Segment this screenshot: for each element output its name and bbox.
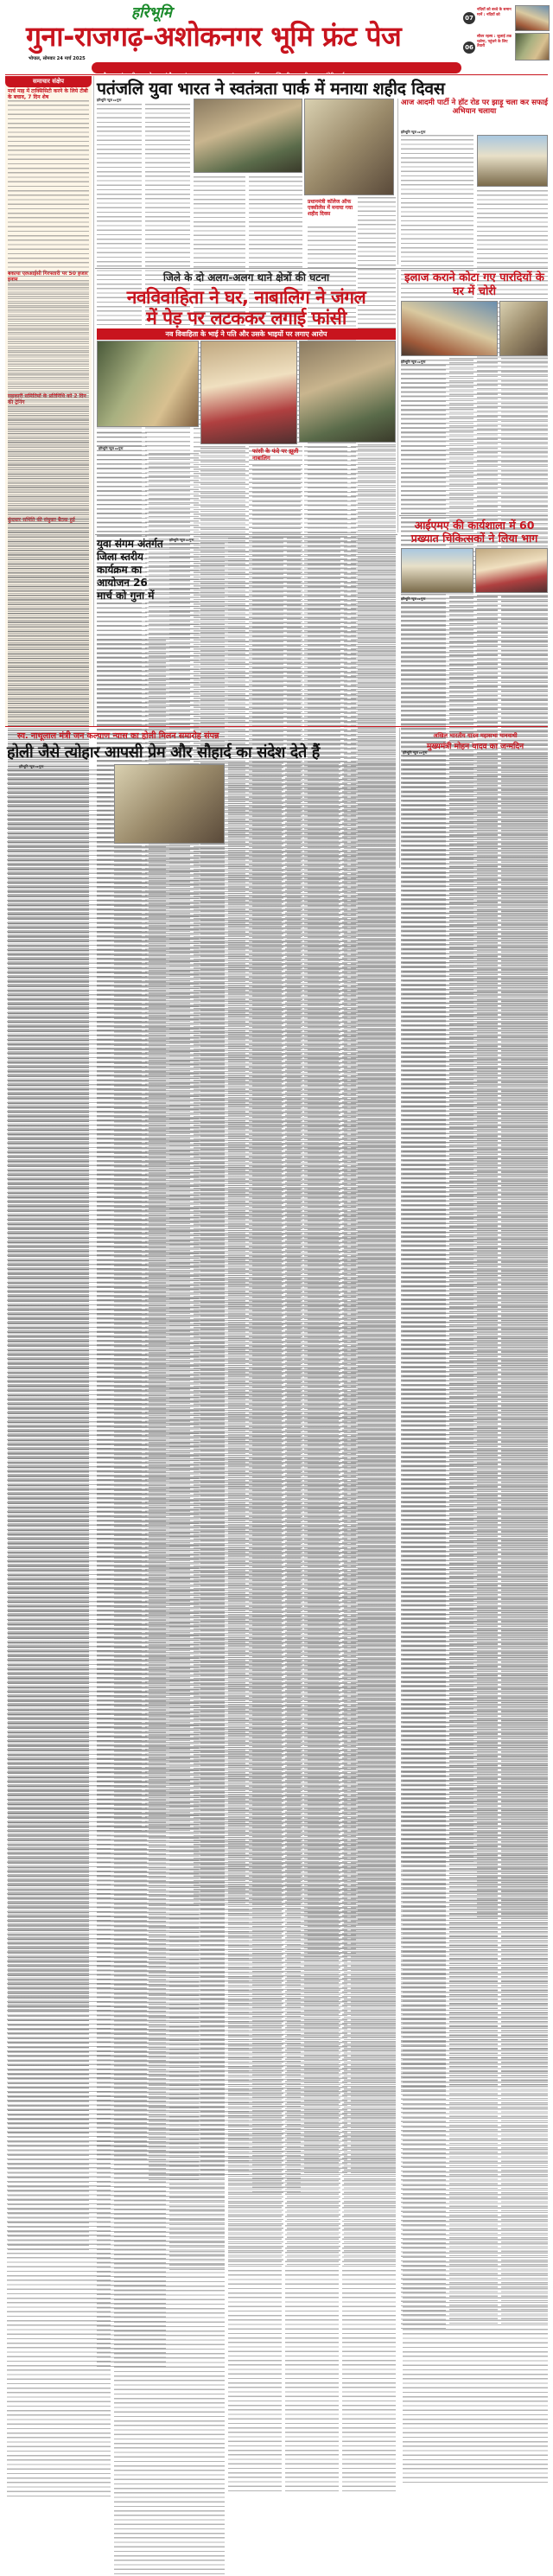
- teaser-bottom-number: 06: [463, 41, 475, 54]
- story5-body-col0: [97, 640, 166, 723]
- story4-body-col1: [401, 602, 446, 723]
- story3-body-col1: [401, 365, 446, 512]
- story2-body-col6: [351, 446, 396, 531]
- brief-title: कुंदवार समिति की संयुक्त बैठक हुई: [8, 516, 75, 523]
- lead-photo-caption: प्रधानमंत्री कॉलेज ऑफ एक्सीलेंस में मनाया गया शहीद दिवस: [308, 199, 353, 217]
- story3-body-col3: [501, 358, 548, 512]
- lead-body-col5: [308, 226, 356, 265]
- story2-body-col1: [97, 432, 147, 531]
- nav-item-sarangpur[interactable]: सारंगपुर: [226, 73, 242, 79]
- story6-headline[interactable]: होली जैसे त्योहार आपसी प्रेम और सौहार्द का संदेश देते हैं: [7, 743, 320, 762]
- story5-headline[interactable]: युवा संगम अंतर्गत जिला स्तरीय कार्यक्रम का आयोजन 26 मार्च को गुना में: [97, 538, 163, 602]
- story4-body-col2: [449, 596, 498, 723]
- side-story-byline: हरिभूमि न्यूज ▸▸गुना: [401, 130, 426, 134]
- brief-item[interactable]: [5, 516, 92, 698]
- lead-body-col1: [97, 104, 142, 265]
- nav-item-kumbhraj[interactable]: कुंभराज: [183, 73, 200, 79]
- nav-item-jirapur[interactable]: जीरापुर: [302, 73, 317, 79]
- story2-photo-caption: फांसी के फंदे पर झूली नाबालिग: [252, 448, 299, 462]
- story3-headline[interactable]: इलाज कराने कोटा गए पारदियों के घर में चोरी: [404, 271, 544, 298]
- story6-body-col2: [114, 847, 225, 868]
- nav-item-narsinghgarh[interactable]: नरसिंहगढ़: [250, 73, 269, 79]
- brief-title: मार्च माह में टाक्सिसिटी करने के लिये टीबी के बचाव, 7 दिन शेष: [8, 88, 88, 100]
- side-story-body-2: [477, 190, 548, 265]
- story7-byline: हरिभूमि न्यूज ▸▸गुना: [403, 750, 428, 755]
- story6-byline: हरिभूमि न्यूज ▸▸गुना: [19, 764, 44, 768]
- story4-photo-2: [475, 548, 548, 593]
- story5-body-col1: [169, 543, 225, 723]
- teaser-top-photo: [515, 5, 550, 31]
- brief-item[interactable]: [5, 87, 92, 270]
- story7-body: [403, 756, 548, 868]
- story4-byline: हरिभूमि न्यूज ▸▸गुना: [401, 596, 426, 601]
- lead-body-col4: [249, 176, 302, 265]
- story6-kicker: स्व. नाथूलाल मंत्री जन कल्याण न्यास का होली मिलन समारोह संपन्न: [17, 731, 219, 741]
- story6-body-col4: [285, 764, 339, 868]
- city-nav-bar: [92, 62, 461, 79]
- news-brief-sidebar: [5, 76, 92, 726]
- side-story-body: [401, 135, 474, 265]
- story6-photo: [114, 764, 225, 844]
- nav-item-mungaoli[interactable]: मुंगावली: [119, 73, 136, 79]
- story3-body-col2: [449, 358, 498, 512]
- story4-photo-1: [401, 548, 474, 593]
- brand-logo: हरिभूमि: [131, 4, 172, 22]
- teaser-top[interactable]: [463, 5, 550, 31]
- brief-item[interactable]: [5, 392, 92, 515]
- story2-photo-right: [299, 341, 396, 443]
- masthead: [0, 0, 553, 61]
- sidebar-header: समाचार संक्षेप: [5, 76, 92, 87]
- story6-body-col5: [342, 764, 396, 868]
- nav-item-chanderi[interactable]: चंदेरी: [324, 73, 334, 79]
- story4-body-col3: [501, 596, 548, 723]
- page-title: गुना-राजगढ़-अशोकनगर भूमि फ्रंट पेज: [26, 20, 402, 53]
- story2-byline: हरिभूमि न्यूज ▸▸गुना: [99, 446, 124, 450]
- side-story-headline[interactable]: आज आदमी पार्टी ने हॉट रोड पर झाड़ू चला कर सफाई अभियान चलाया: [401, 99, 548, 116]
- lead-photo-main: [194, 99, 302, 173]
- story3-photo-2: [499, 301, 548, 356]
- brief-item[interactable]: [5, 270, 92, 392]
- story3-byline: हरिभूमि न्यूज ▸▸गुना: [401, 360, 426, 364]
- story2-headline-line2[interactable]: में पेड़ पर लटककर लगाई फांसी: [146, 308, 346, 328]
- nav-item-khilchipur[interactable]: खिलचीपुर: [276, 73, 296, 79]
- story7-headline[interactable]: मुख्यमंत्री मोहन यादव का जन्मदिन: [426, 743, 524, 751]
- lead-byline: हरिभूमि न्यूज ▸▸गुना: [97, 98, 122, 102]
- nav-item-chanchoda[interactable]: चांचौड़ा: [162, 73, 176, 79]
- story2-headline-line1[interactable]: नवविवाहिता ने घर, नाबालिग ने जंगल: [126, 287, 366, 308]
- story3-photo-1: [401, 301, 498, 356]
- side-story-photo: [477, 135, 548, 187]
- brief-title: सहकारी समितियों के प्रतिनिधि को 2 दिन की ट्रेनिंग: [8, 393, 86, 405]
- story7-kicker: अखिल भारतीय यादव महासभा मानवाधी: [433, 732, 518, 739]
- lead-body-col2: [145, 104, 190, 265]
- story2-body-col3: [200, 448, 249, 531]
- story2-photo-center: [200, 341, 297, 444]
- story6-body-col1: [7, 769, 111, 868]
- nav-item-isagarh[interactable]: ईसागढ़: [341, 73, 355, 79]
- teaser-bottom[interactable]: [463, 33, 550, 62]
- story2-body-col4: [252, 465, 301, 531]
- nav-item-biaora[interactable]: ब्यावरा: [207, 73, 219, 79]
- story2-kicker: जिले के दो अलग-अलग थाने क्षेत्रों की घटना: [162, 271, 330, 284]
- story4-headline[interactable]: आईएमए की कार्यशाला में 60 प्रख्यात चिकित्सकों ने लिया भाग: [410, 519, 538, 545]
- story2-body-col5: [304, 446, 347, 531]
- lead-body-col3: [194, 176, 245, 265]
- teaser-top-text: नदियों को बच्चे के समान मानें : नदियों को: [477, 8, 512, 17]
- story2-body-col2: [149, 453, 199, 531]
- lead-photo-second: [304, 99, 394, 195]
- story5-byline: हरिभूमि न्यूज ▸▸गुना: [169, 538, 194, 542]
- story5-body-col3: [287, 538, 340, 723]
- teaser-bottom-photo: [515, 33, 550, 61]
- story2-photo-left: [97, 341, 199, 427]
- teaser-top-number: 07: [463, 12, 475, 24]
- brief-title: बकाया एलआईसी गिरफ्तारी पर 50 हजार इनाम: [8, 271, 88, 283]
- dateline: भोपाल, सोमवार 24 मार्च 2025: [29, 56, 86, 61]
- nav-item-raghogarh[interactable]: राघौगढ़: [99, 73, 112, 79]
- story2-strap: नव विवाहिता के भाई ने पति और उसके भाइयों पर लगाए आरोप: [97, 328, 396, 340]
- teaser-bottom-text: सीवर रहस्य : जुलाई तक चलेगा, पहुंचने के लिए तैयारी: [477, 35, 512, 49]
- story5-body-col2: [228, 538, 283, 723]
- lead-headline[interactable]: पतंजलि युवा भारत ने स्वतंत्रता पार्क में मनाया शहीद दिवस: [97, 79, 445, 99]
- nav-item-aaron[interactable]: आरोन: [143, 73, 156, 79]
- lead-body-col6: [358, 197, 396, 265]
- story6-body-col3: [228, 764, 282, 868]
- story5-body-col4: [344, 538, 396, 723]
